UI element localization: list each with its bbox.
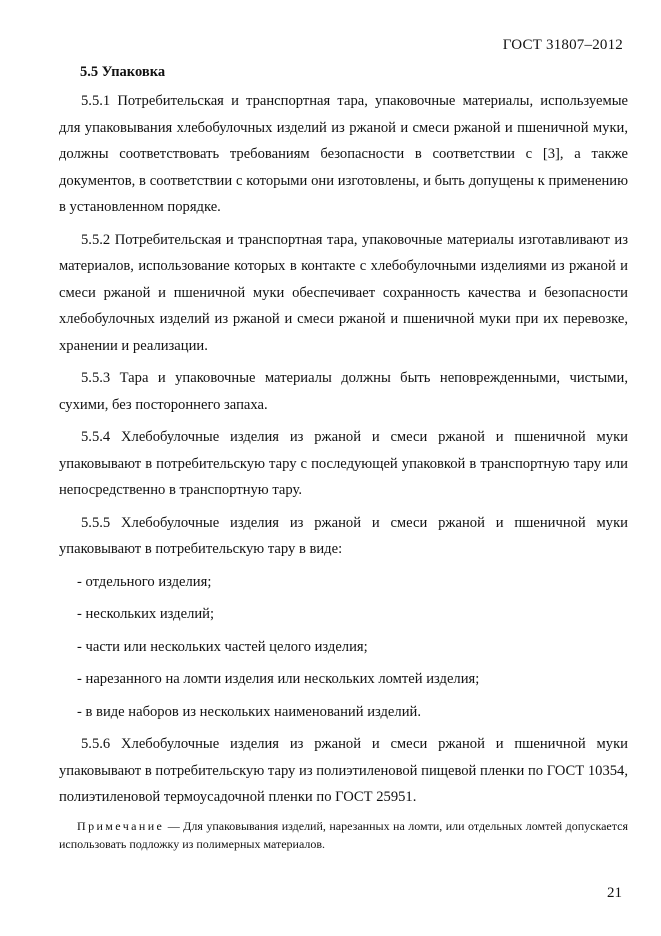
paragraph-5-5-5: 5.5.5 Хлебобулочные изделия из ржаной и смеси ржаной и пшеничной муки упаковывают в потребительскую тару в виде: [59,514,628,557]
list-item: - нарезанного на ломти изделия или нескольких ломтей изделия; [77,671,480,687]
paragraph-5-5-1: 5.5.1 Потребительская и транспортная тара, упаковочные материалы, используемые для упаковывания хлебобулочных изделий из ржаной и смеси ржаной и пшеничной муки, должны соответствовать требованиям безопасности в соответствии с [3], а также документов, в соответствии с которыми они изготовлены, и быть допущены к применению в установленном порядке. [59,93,628,215]
document-code: ГОСТ 31807–2012 [502,37,623,53]
paragraph-5-5-4: 5.5.4 Хлебобулочные изделия из ржаной и смеси ржаной и пшеничной муки упаковывают в потребительскую тару с последующей упаковкой в транспортную тару или непосредственно в транспортную тару. [59,429,628,498]
note [59,817,628,853]
list-item: - отдельного изделия; [77,573,212,590]
list-item: - нескольких изделий; [77,606,215,622]
packaging-form-list [59,569,628,726]
paragraph-5-5-6: 5.5.6 Хлебобулочные изделия из ржаной и смеси ржаной и пшеничной муки упаковывают в потребительскую тару из полиэтиленовой пищевой пленки по ГОСТ 10354, полиэтиленовой термоусадочной пленки по ГОСТ 25951. [59,736,628,805]
note-text: — Для упаковывания изделий, нарезанных на ломти, или отдельных ломтей допускается использовать подложку из полимерных материалов. [59,818,628,851]
page-number: 21 [607,885,622,901]
paragraph-5-5-2: 5.5.2 Потребительская и транспортная тара, упаковочные материалы изготавливают из материалов, использование которых в контакте с хлебобулочными изделиями из ржаной и смеси ржаной и пшеничной муки обеспечивает сохранность качества и безопасности хлебобулочных изделий из ржаной и смеси ржаной и пшеничной муки при их перевозке, хранении и реализации. [59,231,628,354]
list-item: - в виде наборов из нескольких наименований изделий. [77,703,421,720]
section-body [59,88,628,853]
list-item: - части или нескольких частей целого изделия; [77,638,368,655]
paragraph-5-5-3: 5.5.3 Тара и упаковочные материалы должны быть неповрежденными, чистыми, сухими, без постороннего запаха. [59,370,628,413]
note-label: Примечание [77,818,165,833]
section-title: 5.5 Упаковка [80,64,166,80]
